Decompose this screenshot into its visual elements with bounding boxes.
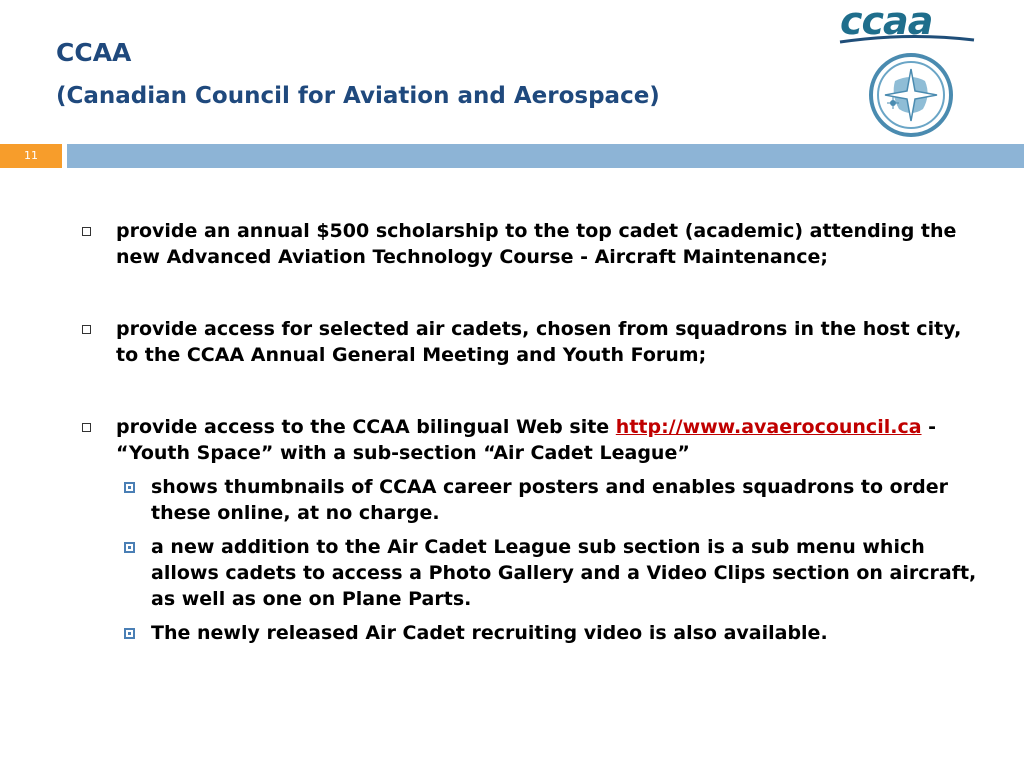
ccaa-logo-wordmark [838, 2, 978, 48]
svg-text:ccaa: ccaa [840, 2, 933, 43]
list-item [80, 414, 980, 466]
airplane-globe-emblem-icon [867, 51, 955, 139]
square-bullet-icon [124, 482, 135, 493]
website-link[interactable]: http://www.avaerocouncil.ca [615, 416, 922, 438]
title-line-2: (Canadian Council for Aviation and Aerospace) [56, 83, 660, 109]
square-bullet-icon [124, 628, 135, 639]
sub-list-item [80, 474, 980, 526]
bullet-list [80, 218, 980, 654]
sub-list-item [80, 534, 980, 612]
square-bullet-icon [82, 423, 91, 432]
sub-list-item [80, 620, 980, 646]
list-item [80, 218, 980, 270]
sub-list-item-text: a new addition to the Air Cadet League sub section is a sub menu which allows cadets to access a Photo Gallery and a Video Clips section on aircraft, as well as one on Plane Parts. [151, 536, 977, 610]
list-item [80, 316, 980, 368]
header-divider-bar [67, 144, 1024, 168]
sub-list-item-text: The newly released Air Cadet recruiting video is also available. [151, 622, 828, 644]
list-item-text: provide access to the CCAA bilingual Web site [116, 416, 616, 438]
square-bullet-icon [82, 325, 91, 334]
title-line-1: CCAA [56, 38, 132, 67]
list-item-text: provide an annual $500 scholarship to the top cadet (academic) attending the new Advanced Aviation Technology Course - Aircraft Maintenance; [116, 220, 957, 268]
square-bullet-icon [82, 227, 91, 236]
list-item-text: - “Youth Space” with a sub-section “Air Cadet League” [116, 416, 937, 464]
square-bullet-icon [124, 542, 135, 553]
sub-list-item-text: shows thumbnails of CCAA career posters and enables squadrons to order these online, at no charge. [151, 476, 948, 524]
slide-number: 11 [0, 144, 62, 168]
list-item-text: provide access for selected air cadets, chosen from squadrons in the host city, to the CCAA Annual General Meeting and Youth Forum; [116, 318, 962, 366]
